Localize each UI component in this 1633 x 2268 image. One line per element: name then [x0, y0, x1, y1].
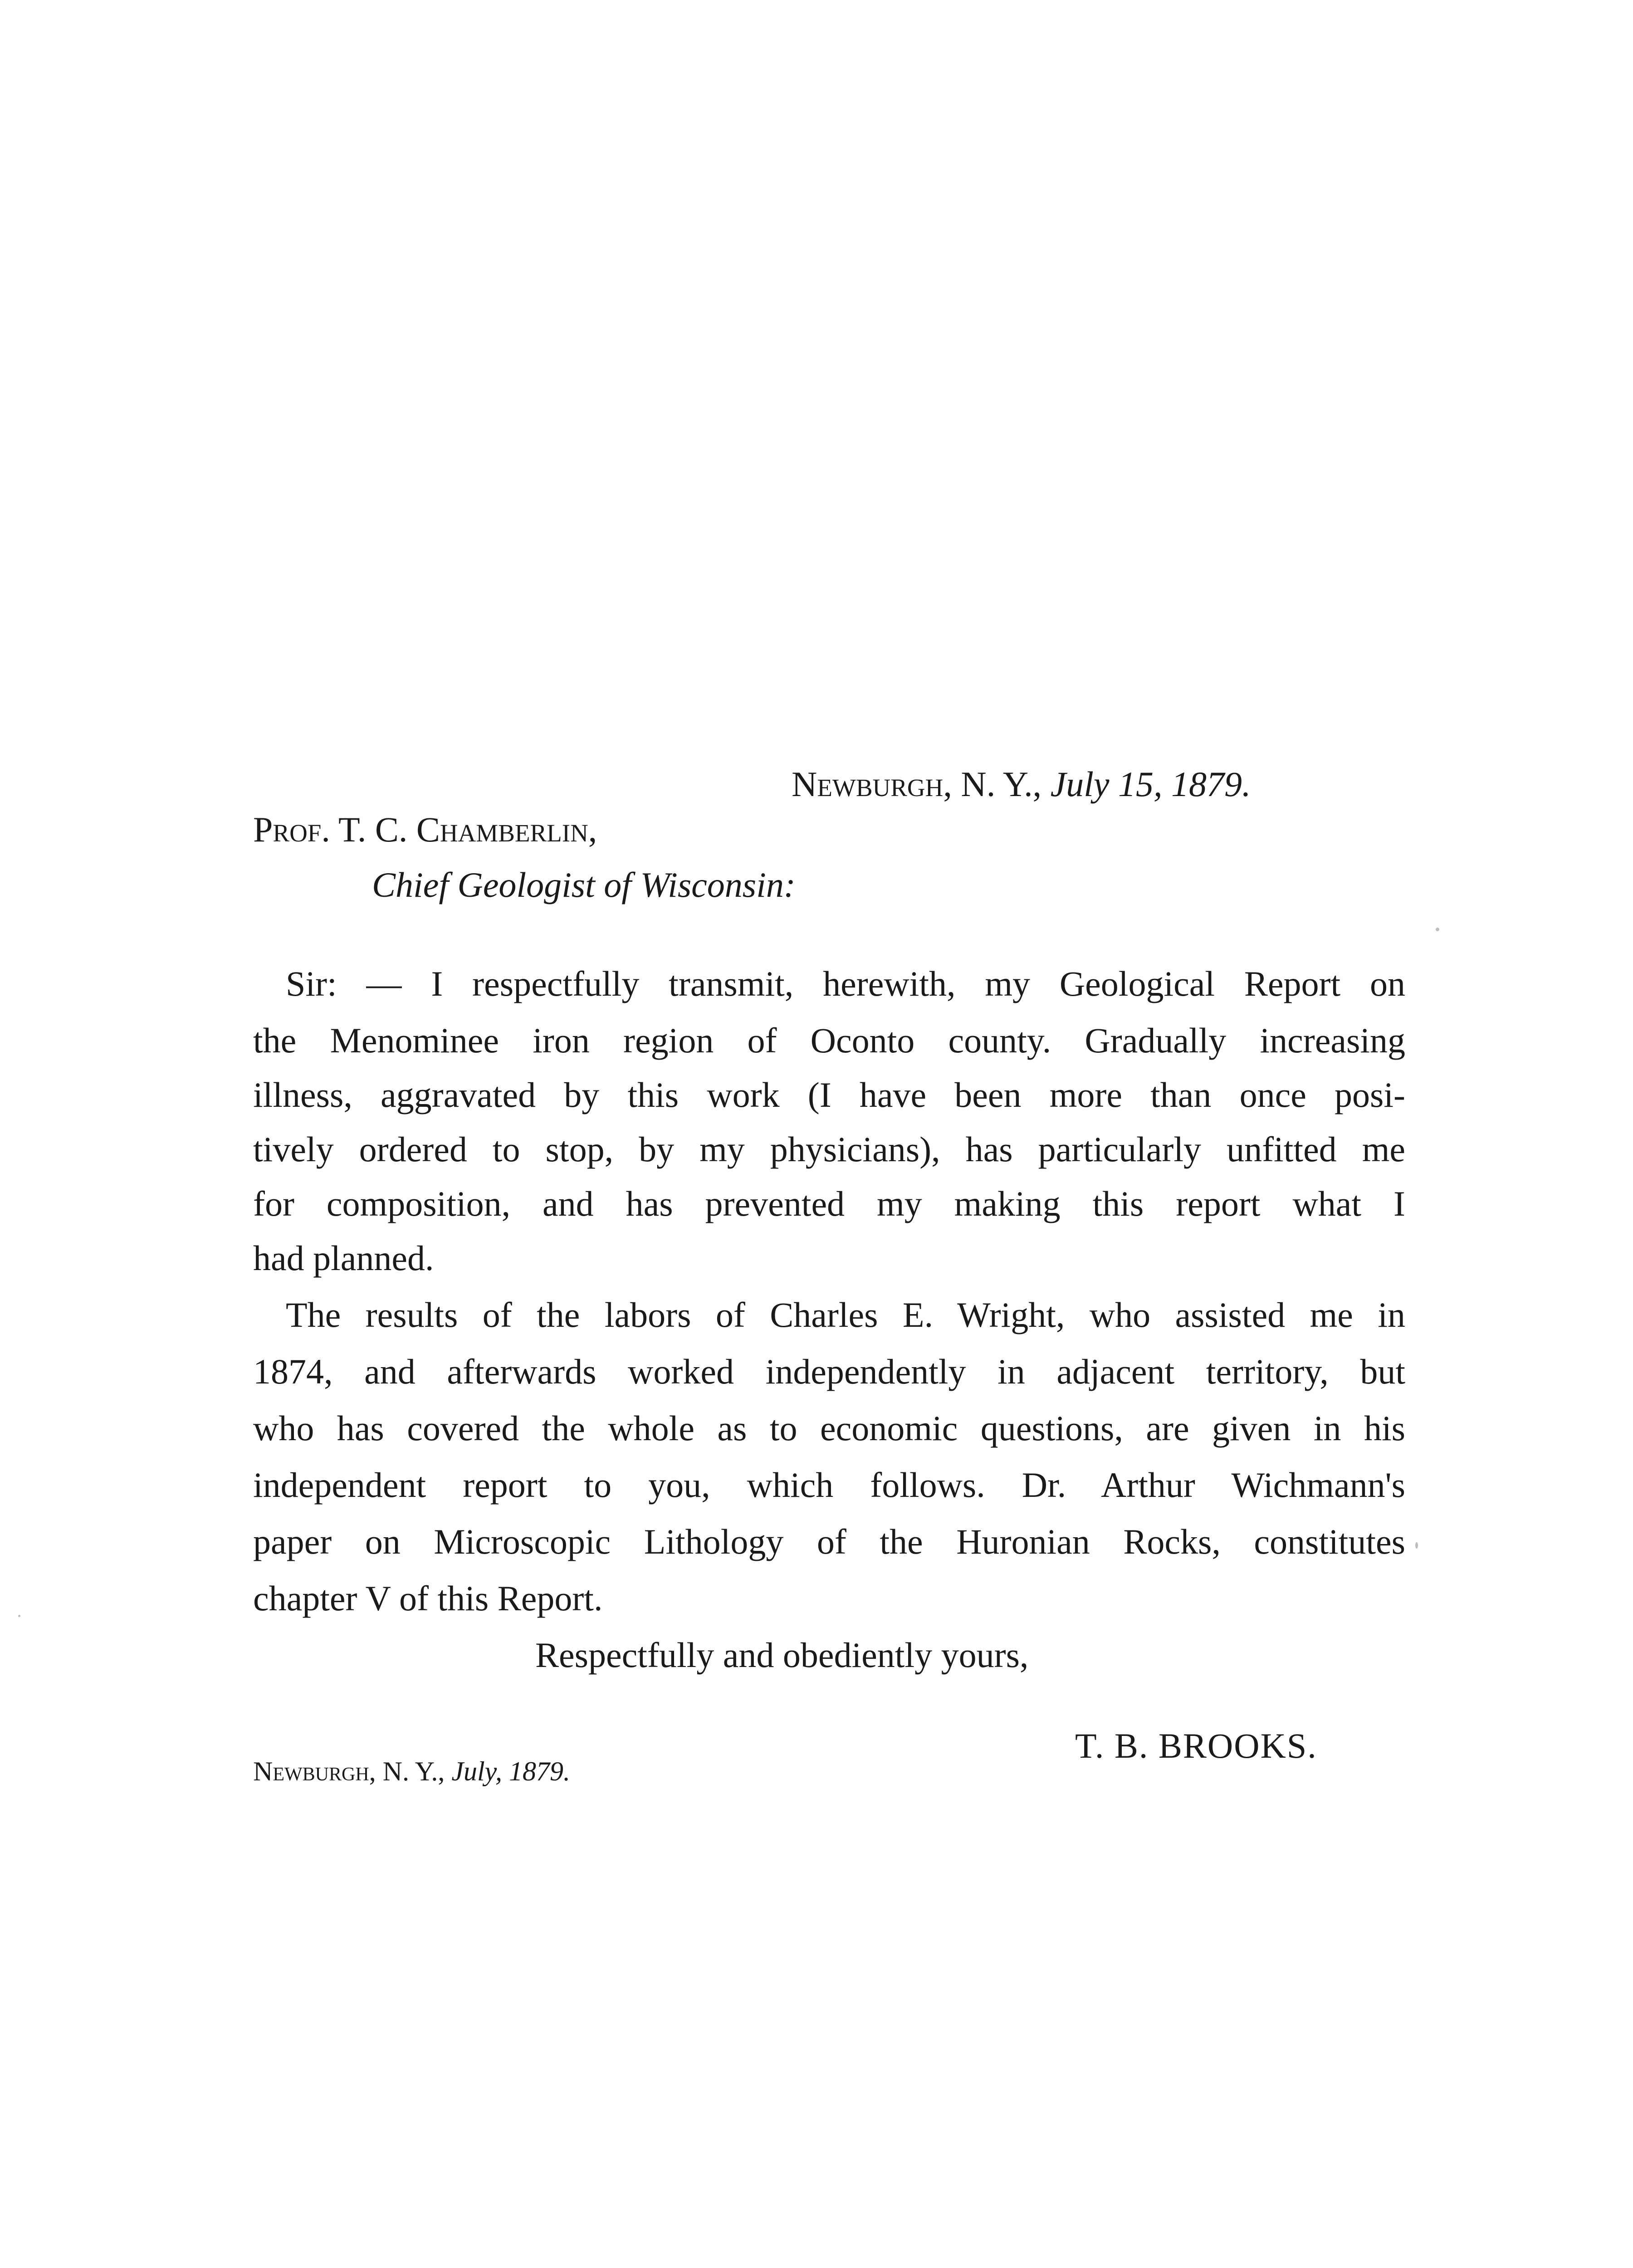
footer-dateline-date: July, 1879. [451, 1756, 570, 1786]
closing: Respectfully and obediently yours, [535, 1635, 1029, 1675]
paragraph1-line: the Menominee iron region of Oconto county. Gradually increasing [253, 1021, 1405, 1060]
scan-speck [1436, 928, 1439, 931]
paragraph2-line: paper on Microscopic Lithology of the Huronian Rocks, constitutes [253, 1522, 1405, 1561]
scan-speck [1415, 1542, 1418, 1549]
signature: T. B. BROOKS. [1075, 1726, 1317, 1765]
paragraph1-line: had planned. [253, 1238, 434, 1278]
addressee: Prof. T. C. Chamberlin, [253, 810, 597, 849]
paragraph1-line: for composition, and has prevented my making this report what I [253, 1184, 1405, 1223]
dateline-date: July 15, 1879. [1050, 764, 1251, 804]
addressee-title: Chief Geologist of Wisconsin: [372, 865, 796, 904]
paragraph2-line: The results of the labors of Charles E. Wright, who assisted me in [286, 1295, 1405, 1334]
paragraph2-line: 1874, and afterwards worked independently in adjacent territory, but [253, 1352, 1405, 1391]
paragraph2-line: who has covered the whole as to economic questions, are given in his [253, 1408, 1405, 1448]
dateline [792, 764, 1251, 804]
footer-dateline [253, 1758, 570, 1785]
dateline-place: Newburgh, N. Y., [792, 764, 1042, 804]
paragraph1-line: tively ordered to stop, by my physicians), has particularly unfitted me [253, 1129, 1405, 1169]
paragraph2-line: chapter V of this Report. [253, 1579, 603, 1618]
paragraph2-line: independent report to you, which follows. Dr. Arthur Wichmann's [253, 1465, 1405, 1505]
footer-dateline-place: Newburgh, N. Y., [253, 1756, 445, 1786]
paragraph1-line: illness, aggravated by this work (I have been more than once posi- [253, 1075, 1405, 1114]
scan-speck [18, 1615, 20, 1617]
paragraph1-line: Sir: — I respectfully transmit, herewith, my Geological Report on [286, 964, 1405, 1003]
